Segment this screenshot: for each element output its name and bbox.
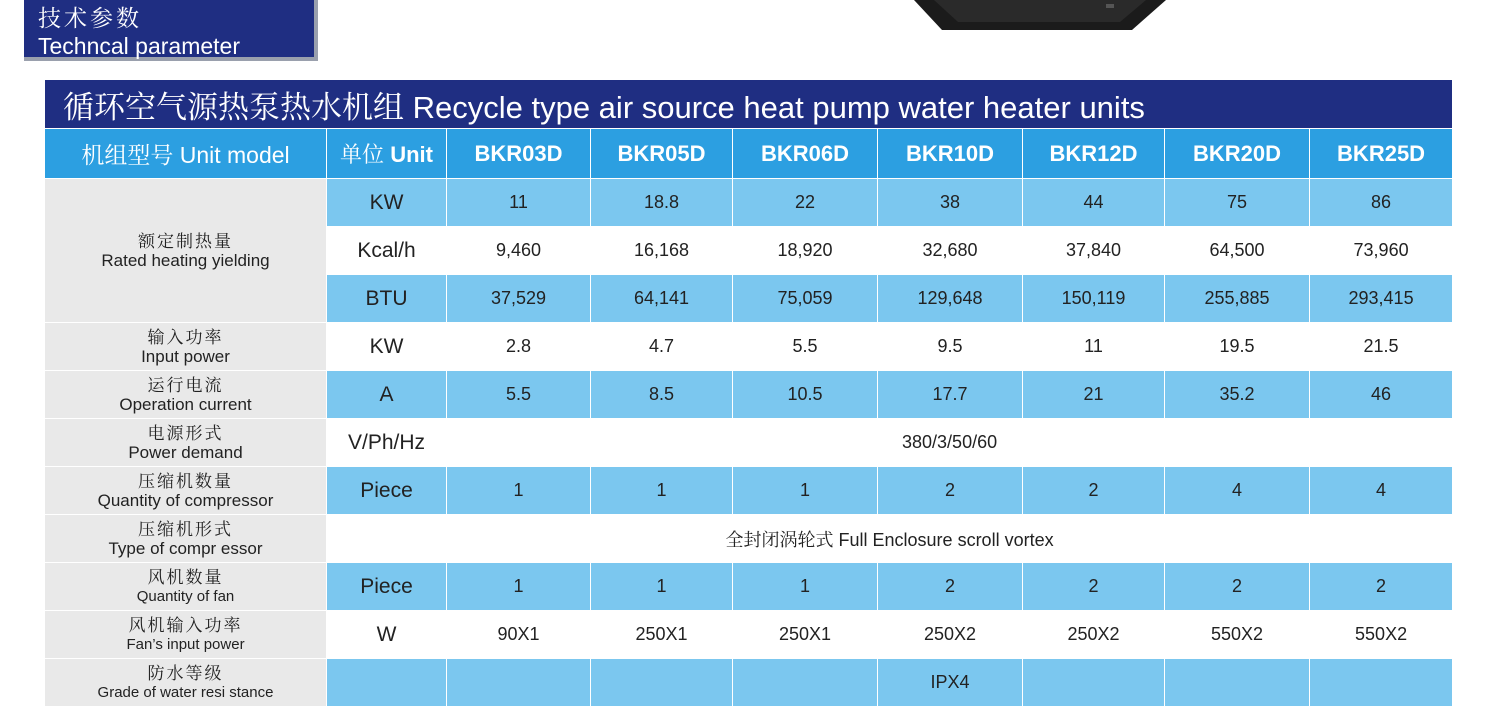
value-cell: 1 bbox=[733, 563, 878, 611]
value-cell: 9,460 bbox=[447, 227, 591, 275]
value-cell: 255,885 bbox=[1165, 275, 1310, 323]
value-cell: 293,415 bbox=[1310, 275, 1453, 323]
value-cell bbox=[447, 659, 591, 707]
value-cell: 19.5 bbox=[1165, 323, 1310, 371]
value-cell bbox=[1310, 659, 1453, 707]
value-cell: 17.7 bbox=[878, 371, 1023, 419]
value-cell: 16,168 bbox=[591, 227, 733, 275]
value-cell: 44 bbox=[1023, 179, 1165, 227]
value-cell: 2 bbox=[878, 467, 1023, 515]
value-cell: 21 bbox=[1023, 371, 1165, 419]
unit-header bbox=[327, 129, 447, 179]
value-cell bbox=[1165, 659, 1310, 707]
unit-header-cn: 单位 bbox=[340, 142, 385, 167]
value-cell: 4 bbox=[1165, 467, 1310, 515]
row-label bbox=[45, 611, 327, 659]
value-cell: 11 bbox=[447, 179, 591, 227]
unit-cell: KW bbox=[327, 179, 447, 227]
row-label-cn: 运行电流 bbox=[147, 375, 224, 395]
value-cell: 2.8 bbox=[447, 323, 591, 371]
value-cell: 250X1 bbox=[733, 611, 878, 659]
value-cell: 38 bbox=[878, 179, 1023, 227]
row-label-cn: 压缩机形式 bbox=[138, 519, 233, 539]
value-cell: 380/3/50/60 bbox=[447, 419, 1453, 467]
row-label bbox=[45, 515, 327, 563]
row-label-cn: 风机数量 bbox=[147, 567, 224, 587]
unit-cell: KW bbox=[327, 323, 447, 371]
value-cell: 73,960 bbox=[1310, 227, 1453, 275]
model-header: BKR20D bbox=[1165, 129, 1310, 179]
row-label-cn: 压缩机数量 bbox=[138, 471, 233, 491]
row-label bbox=[45, 371, 327, 419]
value-cell: 2 bbox=[1023, 563, 1165, 611]
product-image bbox=[914, 0, 1166, 30]
value-cell: 75 bbox=[1165, 179, 1310, 227]
value-cell: 18,920 bbox=[733, 227, 878, 275]
row-label-en: Grade of water resi stance bbox=[97, 683, 274, 701]
value-cell: 10.5 bbox=[733, 371, 878, 419]
value-cell bbox=[591, 659, 733, 707]
unit-cell: W bbox=[327, 611, 447, 659]
value-cell: 18.8 bbox=[591, 179, 733, 227]
table-row bbox=[45, 371, 1453, 419]
value-cell: 250X1 bbox=[591, 611, 733, 659]
value-cell: 75,059 bbox=[733, 275, 878, 323]
value-cell: 1 bbox=[447, 563, 591, 611]
unit-cell bbox=[327, 659, 447, 707]
value-cell: 1 bbox=[591, 467, 733, 515]
value-cell: 129,648 bbox=[878, 275, 1023, 323]
table-row bbox=[45, 563, 1453, 611]
value-cell: 22 bbox=[733, 179, 878, 227]
value-cell bbox=[1023, 659, 1165, 707]
value-cell: 37,840 bbox=[1023, 227, 1165, 275]
value-cell: 9.5 bbox=[878, 323, 1023, 371]
value-cell: 550X2 bbox=[1310, 611, 1453, 659]
table-title: 循环空气源热泵热水机组 Recycle type air source heat pump water heater units bbox=[45, 80, 1453, 129]
unit-cell: A bbox=[327, 371, 447, 419]
row-label-cn: 电源形式 bbox=[147, 423, 224, 443]
model-header: BKR05D bbox=[591, 129, 733, 179]
value-cell: 1 bbox=[591, 563, 733, 611]
table-row bbox=[45, 323, 1453, 371]
value-cell: 37,529 bbox=[447, 275, 591, 323]
model-header: BKR10D bbox=[878, 129, 1023, 179]
value-cell: 250X2 bbox=[1023, 611, 1165, 659]
row-label-cn: 风机输入功率 bbox=[128, 615, 243, 635]
model-header: BKR12D bbox=[1023, 129, 1165, 179]
row-label-en: Type of compr essor bbox=[108, 538, 263, 558]
section-title-cn: 技术参数 bbox=[38, 5, 142, 31]
row-label-en: Quantity of fan bbox=[136, 587, 235, 605]
value-cell: 2 bbox=[878, 563, 1023, 611]
row-label-en: Quantity of compressor bbox=[97, 490, 274, 510]
value-cell: 35.2 bbox=[1165, 371, 1310, 419]
value-cell: 1 bbox=[733, 467, 878, 515]
unit-header-en: Unit bbox=[390, 142, 433, 167]
unit-cell: BTU bbox=[327, 275, 447, 323]
row-label bbox=[45, 179, 327, 323]
value-cell: IPX4 bbox=[878, 659, 1023, 707]
model-header: BKR25D bbox=[1310, 129, 1453, 179]
table-row bbox=[45, 515, 1453, 563]
table-row bbox=[45, 611, 1453, 659]
unit-cell: Piece bbox=[327, 563, 447, 611]
section-title-en: Techncal parameter bbox=[38, 33, 240, 59]
value-cell: 2 bbox=[1310, 563, 1453, 611]
table-row bbox=[45, 467, 1453, 515]
value-cell: 全封闭涡轮式 Full Enclosure scroll vortex bbox=[327, 515, 1453, 563]
value-cell: 2 bbox=[1023, 467, 1165, 515]
value-cell: 550X2 bbox=[1165, 611, 1310, 659]
value-cell: 250X2 bbox=[878, 611, 1023, 659]
value-cell: 5.5 bbox=[733, 323, 878, 371]
value-cell bbox=[733, 659, 878, 707]
row-label-cn: 额定制热量 bbox=[138, 231, 233, 251]
row-label bbox=[45, 563, 327, 611]
model-header: BKR06D bbox=[733, 129, 878, 179]
value-cell: 1 bbox=[447, 467, 591, 515]
unit-cell: Piece bbox=[327, 467, 447, 515]
row-label-en: Power demand bbox=[128, 442, 243, 462]
value-cell: 46 bbox=[1310, 371, 1453, 419]
value-cell: 90X1 bbox=[447, 611, 591, 659]
value-cell: 32,680 bbox=[878, 227, 1023, 275]
value-cell: 64,500 bbox=[1165, 227, 1310, 275]
model-label: 机组型号 Unit model bbox=[45, 129, 327, 179]
header-row bbox=[45, 129, 1453, 179]
value-cell: 2 bbox=[1165, 563, 1310, 611]
row-label bbox=[45, 467, 327, 515]
value-cell: 11 bbox=[1023, 323, 1165, 371]
table-row bbox=[45, 419, 1453, 467]
value-cell: 4.7 bbox=[591, 323, 733, 371]
section-title-tab bbox=[24, 0, 318, 61]
model-header: BKR03D bbox=[447, 129, 591, 179]
value-cell: 4 bbox=[1310, 467, 1453, 515]
row-label-en: Input power bbox=[141, 346, 230, 366]
row-label-en: Operation current bbox=[119, 394, 252, 414]
value-cell: 21.5 bbox=[1310, 323, 1453, 371]
spec-table bbox=[44, 79, 1453, 707]
unit-cell: Kcal/h bbox=[327, 227, 447, 275]
row-label-cn: 输入功率 bbox=[147, 327, 224, 347]
row-label-cn: 防水等级 bbox=[147, 663, 224, 683]
value-cell: 8.5 bbox=[591, 371, 733, 419]
row-label bbox=[45, 659, 327, 707]
row-label bbox=[45, 323, 327, 371]
value-cell: 150,119 bbox=[1023, 275, 1165, 323]
value-cell: 86 bbox=[1310, 179, 1453, 227]
row-label-en: Fan’s input power bbox=[126, 635, 245, 653]
unit-cell: V/Ph/Hz bbox=[327, 419, 447, 467]
table-row bbox=[45, 659, 1453, 707]
row-label-en: Rated heating yielding bbox=[101, 250, 270, 270]
value-cell: 64,141 bbox=[591, 275, 733, 323]
value-cell: 5.5 bbox=[447, 371, 591, 419]
row-label bbox=[45, 419, 327, 467]
table-row bbox=[45, 179, 1453, 227]
